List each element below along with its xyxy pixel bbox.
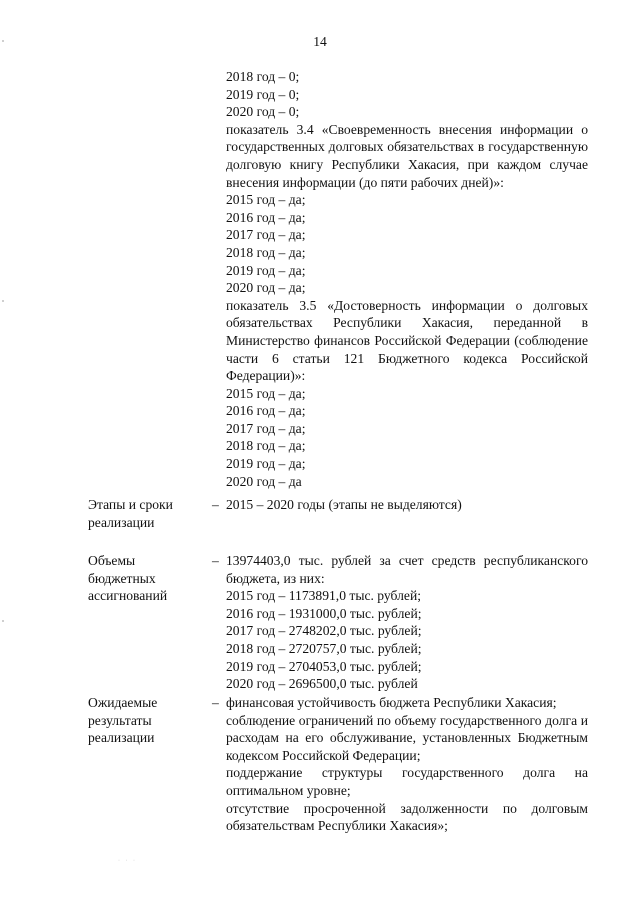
text-line: финансовая устойчивость бюджета Республики Хакасия; [226, 695, 557, 710]
text-line: 2016 год – да; [226, 209, 306, 225]
section-label-line: реализации [88, 730, 155, 746]
scan-specks: · · · [118, 858, 137, 864]
text-line: 2018 год – да; [226, 244, 306, 260]
indicator-values-block [226, 68, 588, 490]
text-line: 2017 год – 2748202,0 тыс. рублей; [226, 623, 422, 639]
text-line: 2020 год – 0; [226, 104, 300, 120]
text-paragraph: поддержание структуры государственного долга на оптимальном уровне; [226, 765, 588, 798]
text-paragraph: отсутствие просроченной задолженности по долговым обязательствам Республики Хакасия»; [226, 800, 588, 834]
section-label-line: Этапы и сроки [88, 497, 173, 512]
scan-edge-mark [2, 620, 4, 622]
section-label-line: реализации [88, 514, 155, 530]
section-label [88, 694, 198, 747]
scan-edge-mark [2, 40, 4, 42]
section-label-line: Ожидаемые [88, 695, 158, 710]
section-content [226, 496, 588, 514]
section-content [226, 694, 588, 835]
text-line: 2015 – 2020 годы (этапы не выделяются) [226, 497, 462, 512]
scan-edge-mark [2, 300, 4, 302]
section-label [88, 496, 198, 531]
section-label-line: Объемы [88, 553, 136, 568]
text-line: 2019 год – да; [226, 262, 306, 278]
text-line: 2016 год – да; [226, 403, 306, 419]
text-line: 2018 год – 2720757,0 тыс. рублей; [226, 640, 422, 656]
text-line: 2017 год – да; [226, 227, 306, 243]
text-line: 2019 год – 0; [226, 86, 300, 102]
text-line: 2020 год – 2696500,0 тыс. рублей [226, 676, 418, 692]
text-line: 2019 год – 2704053,0 тыс. рублей; [226, 658, 422, 674]
section-content [226, 552, 588, 693]
text-paragraph: показатель 3.5 «Достоверность информации о долговых обязательствах Республики Хакасия, переданной в Министерство финансов Российской Федерации (соблюдение части 6 статьи 121 Бюджетного кодекса Российской Федерации)»: [226, 297, 588, 384]
text-line: 2015 год – 1173891,0 тыс. рублей; [226, 588, 421, 604]
text-line: 2020 год – да [226, 473, 302, 489]
text-paragraph: соблюдение ограничений по объему государственного долга и расходам на его обслуживание, установленных Бюджетным кодексом Российской Федерации; [226, 712, 588, 763]
section-dash: – [212, 695, 219, 710]
text-line: 2019 год – да; [226, 456, 306, 472]
text-line: 2016 год – 1931000,0 тыс. рублей; [226, 605, 422, 621]
text-line: 2015 год – да; [226, 192, 306, 208]
text-line: 2017 год – да; [226, 420, 306, 436]
text-paragraph: 13974403,0 тыс. рублей за счет средств республиканского бюджета, из них: [226, 553, 588, 586]
text-line: 2015 год – да; [226, 385, 306, 401]
section-dash: – [212, 553, 219, 568]
text-line: 2018 год – да; [226, 438, 306, 454]
section-label-line: ассигнований [88, 588, 168, 604]
section-dash: – [212, 497, 219, 512]
text-paragraph: показатель 3.4 «Своевременность внесения информации о государственных долговых обязательствах в государственную долговую книгу Республики Хакасия, при каждом случае внесения информации (до пяти рабочих дней)»: [226, 121, 588, 190]
section-label-line: бюджетных [88, 570, 156, 586]
page-number: 14 [313, 34, 327, 49]
section-label [88, 552, 198, 605]
section-label-line: результаты [88, 712, 152, 728]
text-line: 2018 год – 0; [226, 69, 300, 84]
text-line: 2020 год – да; [226, 280, 306, 296]
